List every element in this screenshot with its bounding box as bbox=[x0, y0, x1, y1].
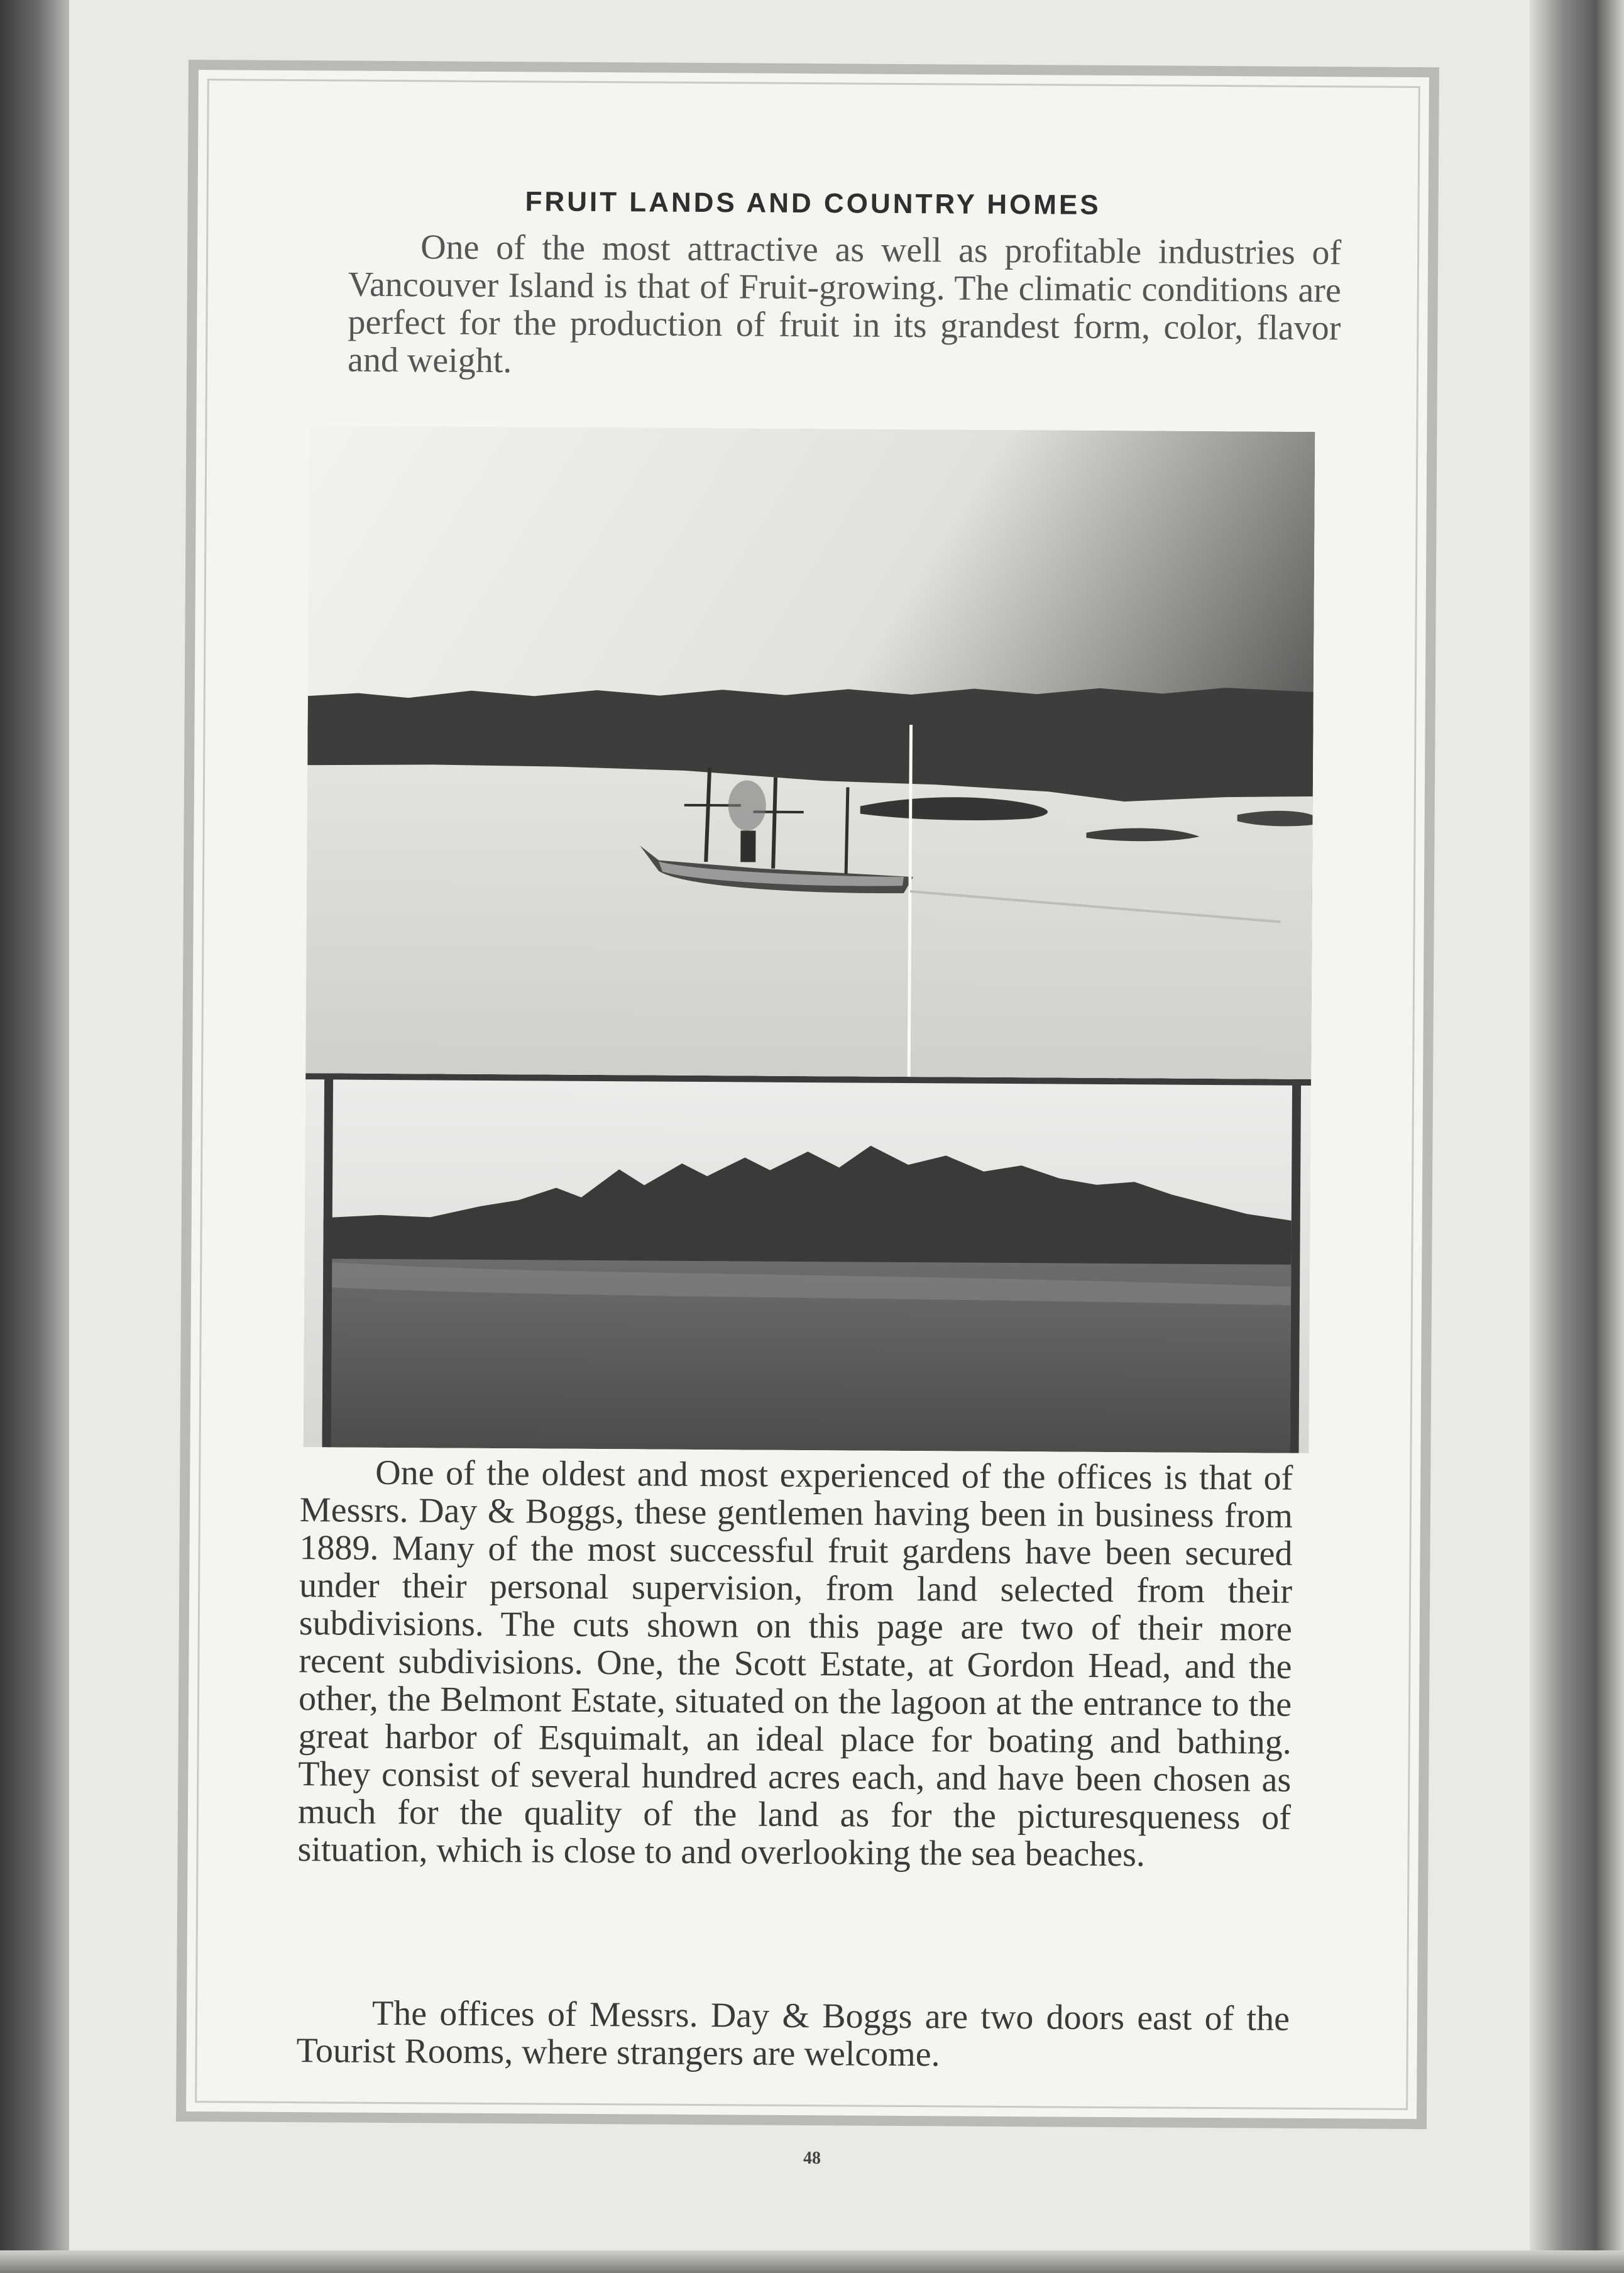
page-frame bbox=[176, 60, 1439, 2129]
intro-paragraph: One of the most attractive as well as profitable industries of Vancouver Island is that of Fruit-growing. The climatic conditions are perfect for the production of fruit in its grandest form, color, flavor and weight. bbox=[347, 228, 1342, 381]
harbor-steamship-photo bbox=[305, 426, 1315, 1079]
treeline-field-photo bbox=[304, 1073, 1312, 1453]
scan-left-edge bbox=[0, 0, 69, 2273]
harbor-photo-image bbox=[305, 426, 1315, 1079]
photo-plate bbox=[304, 426, 1315, 1453]
page-heading: FRUIT LANDS AND COUNTRY HOMES bbox=[525, 186, 1101, 221]
scan-bottom-edge bbox=[0, 2250, 1624, 2273]
page-number: 48 bbox=[803, 2149, 821, 2168]
body-paragraph-2: The offices of Messrs. Day & Boggs are two doors east of the Tourist Rooms, where strangers are welcome. bbox=[296, 1993, 1290, 2074]
field-photo-image bbox=[304, 1073, 1312, 1453]
scan-right-edge bbox=[1530, 0, 1624, 2273]
body-paragraph-1: One of the oldest and most experienced of the offices is that of Messrs. Day & Boggs, these gentlemen having been in business from 1889. Many of the most successful fruit gardens have been secured under their personal supervision, from land selected from their subdivisions. The cuts shown on this page are two of their more recent subdivisions. One, the Scott Estate, at Gordon Head, and the other, the Belmont Estate, situated on the lagoon at the entrance to the great harbor of Esquimalt, an ideal place for boating and bathing. They consist of several hundred acres each, and have been chosen as much for the quality of the land as for the picturesqueness of situation, which is close to and overlooking the sea beaches. bbox=[297, 1453, 1293, 1874]
